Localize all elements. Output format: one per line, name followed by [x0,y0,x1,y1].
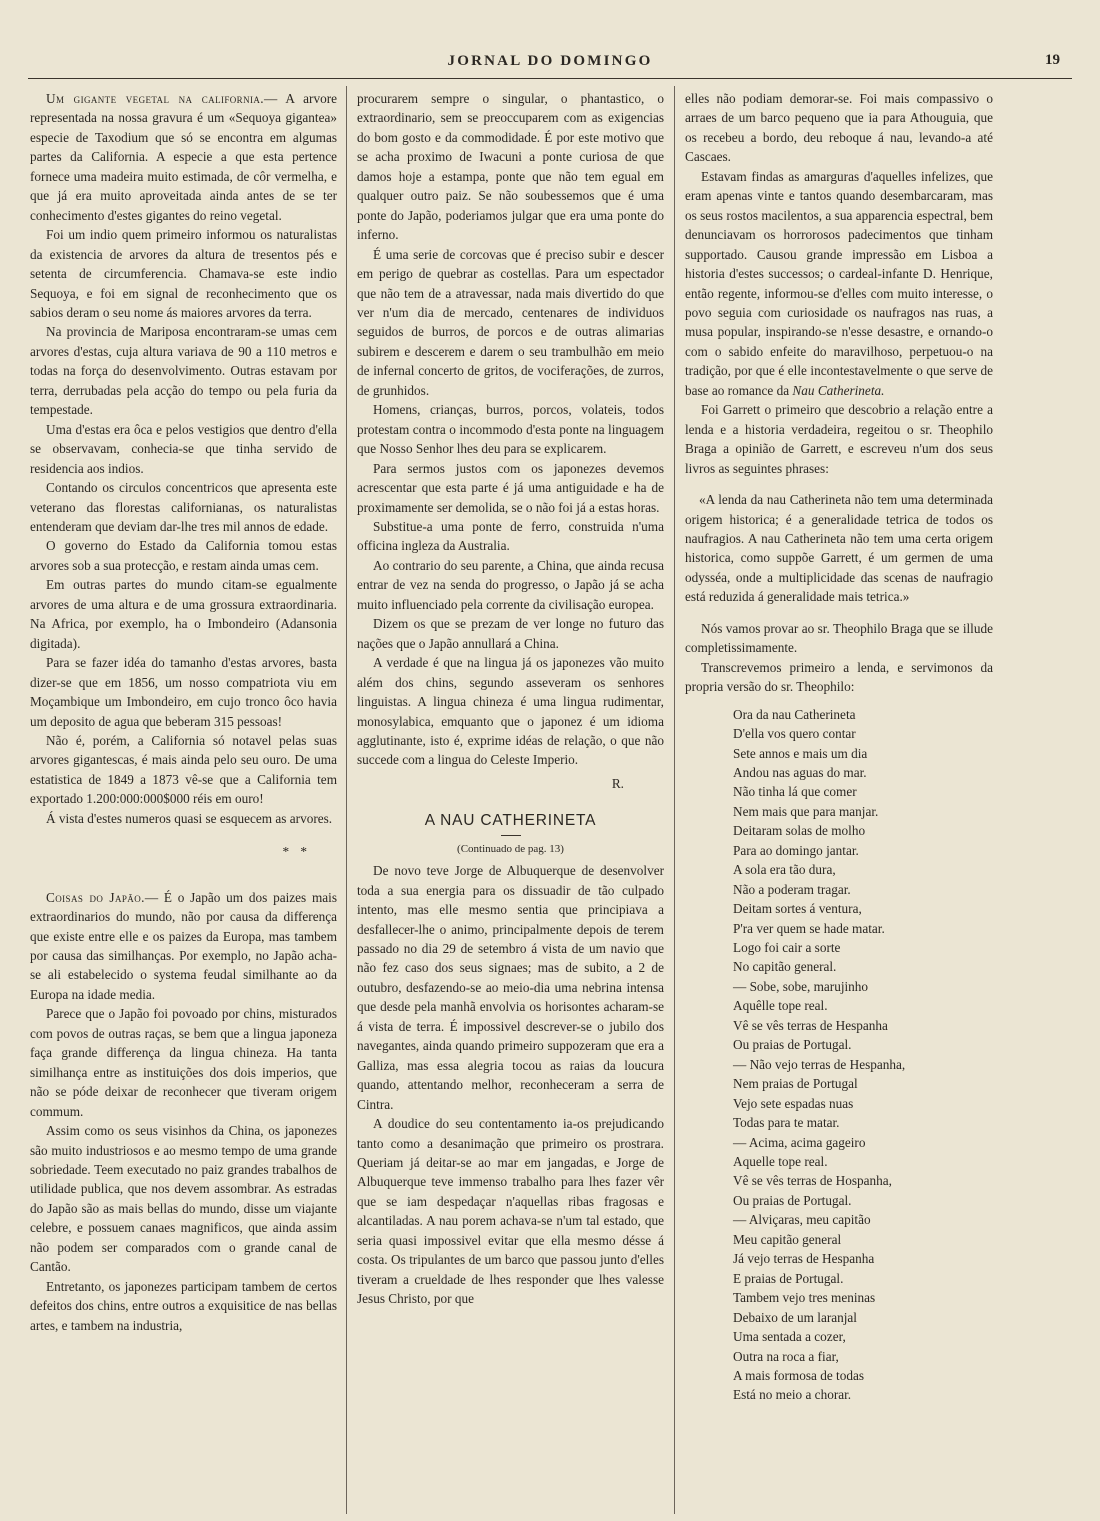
article-sequoya-intro [30,89,337,225]
romance-title: Nau Catherineta. [792,382,885,398]
quote-text: «A lenda da nau Catherineta não tem uma determinada origem historica; é a generalidade tetrica de todos os naufragios. A nau Catherineta não tem uma certa origem historica, como suppõe Garrett, é um germen de uma odysséa, onde a multiplicidade das scenas de naufragio está reduzida á generalidade mais tetrica.» [685,492,993,605]
article-paragraph: Não é, porém, a California só notavel pelas suas arvores gigantescas, é mais ainda pelo seu ouro. De uma estatistica de 1849 a 1873 vê-se que a California tem exportado 1.200:000:000$000 réis em ouro! [30,732,337,807]
article-paragraph: Uma d'estas era ôca e pelos vestigios que dentro d'ella se observavam, conhecia-se que tinha servido de residencia aos indios. [30,421,337,476]
verse-line: — Alviçaras, meu capitão [733,1212,871,1228]
verse-line: Vejo sete espadas nuas [733,1095,854,1111]
article-paragraph: Assim como os seus visinhos da China, os japonezes são muito industriosos e ao mesmo tempo de uma grande sobriedade. Teem executado no paiz grandes trabalhos de utilidade publica, que nos devem assombrar. As estradas do Japão são as mais bellas do mundo, disse um viajante celebre, e possuem canaes magnificos, que ainda assim não podem ser comparados com o grande canal de Cantão. [30,1123,337,1275]
verse-block [685,705,993,1405]
article-paragraph: Nós vamos provar ao sr. Theophilo Braga que se illude completissimamente. [685,620,993,656]
page-header [28,52,1072,79]
article-paragraph: Substitue-a uma ponte de ferro, construida n'uma officina ingleza da Australia. [357,518,664,554]
verse-line: Está no meio a chorar. [733,1387,852,1403]
verse-line: P'ra ver quem se hade matar. [733,920,885,936]
article-japao-text: — É o Japão um dos paizes mais extraordinarios do mundo, não por causa da differença que existe entre elle e os paizes da Europa, mas tambem por causa das similhanças. Por exemplo, no Japão acha-se ali estabelecido o systema feudal similhante ao da Europa na idade media. [30,889,337,1002]
article-paragraph: Em outras partes do mundo citam-se egualmente arvores de uma altura e de uma grossura extraordinaria. Na Africa, por exemplo, ha o Imbondeiro (Adansonia digitada). [30,577,337,651]
verse-line: E praias de Portugal. [733,1270,844,1286]
verse-line: A sola era tão dura, [733,862,836,878]
newspaper-title: JORNAL DO DOMINGO [447,53,653,69]
verse-line: — Não vejo terras de Hespanha, [733,1056,906,1072]
continued-note: (Continuado de pag. 13) [457,842,564,855]
block-quote [685,490,993,607]
verse-line: Sete annos e mais um dia [733,745,868,761]
article-paragraph: De novo teve Jorge de Albuquerque de desenvolver toda a sua energia para os dissuadir de tão culpado intento, mas elle mesmo sentia que principiava a desfallecer-lhe o animo, principalmente depois de terem passado no dia 29 de setembro á vista de um navio que não fez caso dos seus signaes; mas de subito, a 2 de outubro, desfazendo-se ao meio-dia uma nebrina intensa que desde pela manhã envolvia os horisontes acharam-se á vista de terra. É impossivel descrever-se o jubilo dos navegantes, ainda quando primeiro suppozeram que era a Galliza, mas essa alegria tocou as raias da loucura quando, attentando melhor, reconheceram a serra de Cintra. [357,863,664,1112]
section-separator: * * [282,844,311,860]
article-title-nau-catherineta: A NAU CATHERINETA [424,812,597,830]
article-japao-intro [30,888,337,1005]
article-paragraph: Transcrevemos primeiro a lenda, e servimonos da propria versão do sr. Theophilo: [685,659,993,695]
verse-line: Ora da nau Catherineta [733,706,856,722]
column-2 [357,89,664,1514]
article-paragraph: Na provincia de Mariposa encontraram-se umas cem arvores d'estas, cuja altura variava de 90 a 110 metros e todas na força do desenvolvimento. Outras estavam por terra, derrubadas pela acção do tempo ou pela furia da tempestade. [30,324,337,418]
verse-line: Para ao domingo jantar. [733,842,859,858]
article-paragraph: A verdade é que na lingua já os japonezes vão muito além dos chins, segundo asseveram os senhores linguistas. A lingua chineza é uma lingua rudimentar, monosylabica, emquanto que o japonez é um idioma agglutinante, isto é, exprime idéas de relação, o que não succede com a lingua do Celeste Imperio. [357,655,664,768]
verse-line: Todas para te matar. [733,1115,840,1131]
verse-line: No capitão general. [733,959,837,975]
column-rule-1 [346,86,347,1514]
verse-line: — Sobe, sobe, marujinho [733,978,869,994]
article-paragraph: A doudice do seu contentamento ia-os prejudicando tanto como a desanimação que primeiro os prostrara. Queriam já deitar-se ao mar em jangadas, e Jorge de Albuquerque teve immenso trabalho para lhes fazer vêr que se iam despedaçar n'aquellas ribas fragosas e alcantiladas. A nau porem achava-se n'um tal estado, que seria quasi impossivel evitar que ella mesmo désse á costa. Os tripulantes de um barco que passou junto d'elles tiveram a crueldade de lhes responder que lhes valesse Jesus Christo, por que [357,1116,664,1307]
verse-line: Deitam sortes á ventura, [733,901,862,917]
verse-line: Vê se vês terras de Hospanha, [733,1173,892,1189]
article-paragraph: elles não podiam demorar-se. Foi mais compassivo o arraes de um barco pequeno que ia para Athouguia, que os recebeu a bordo, deu reboque á nau, levando-a até Cascaes. [685,91,993,165]
article-nau-paragraph-garrett: Foi Garrett o primeiro que descobrio a relação entre a lenda e a historia verdadeira, regeitou o sr. Theophilo Braga a opinião de Garrett, e escreveu n'um dos seus livros as seguintes phrases: [685,402,993,476]
article-nau-paragraph-romance [685,167,993,400]
article-sequoya-text: — A arvore representada na nossa gravura é um «Sequoya gigantea» especie de Taxodium que só se encontra em algumas partes da California. A especie a que esta pertence fornece uma madeira muito estimada, de côr vermelha, e que já era muito aproveitada ainda antes de se ter conhecimento d'estes gigantes do reino vegetal. [30,91,337,223]
article-paragraph: O governo do Estado da California tomou estas arvores sob a sua protecção, e restam ainda umas cem. [30,538,337,573]
column-3 [685,89,993,1514]
article-signature: R. [611,775,624,791]
verse-line: A mais formosa de todas [733,1368,865,1383]
article-japao-lead: Coisas do Japão. [46,889,145,905]
article-sequoya-body [30,225,337,828]
verse-line: Aquêlle tope real. [733,998,828,1014]
verse-line: Nem praias de Portugal [733,1076,858,1092]
article-japao-continued [357,89,664,245]
verse-line: Deitaram solas de molho [733,823,866,839]
column-rule-2 [674,86,675,1514]
article-nau-body-3 [685,619,993,697]
verse-line: Nem mais que para manjar. [733,803,879,819]
article-paragraph: Contando os circulos concentricos que apresenta este veterano das florestas californianas, os naturalistas entenderam que deviam dar-lhe tres mil annos de edade. [30,480,337,534]
article-paragraph: Para sermos justos com os japonezes devemos acrescentar que esta parte é já uma antiguidade e ha de proximamente ser demolida, se o não foi já a estas horas. [357,460,664,515]
verse-line: Ou praias de Portugal. [733,1037,852,1053]
article-nau-continued [685,89,993,167]
page-number: 19 [1045,52,1060,68]
column-1 [30,89,337,1514]
article-paragraph: Parece que o Japão foi povoado por chins, misturados com povos de outras raças, se bem que a lingua japoneza faça grande differença da lingua chineza. Ha tanta similhança entre as instituições dos dois imperios, que não se póde deixar de reconhecer que tiveram origem commum. [30,1006,337,1119]
article-paragraph: Dizem os que se prezam de ver longe no futuro das nações que o Japão annullará a China. [357,616,664,651]
article-sequoya-lead: Um gigante vegetal na california. [46,91,264,106]
article-paragraph: Foi um indio quem primeiro informou os naturalistas da existencia de arvores da altura de tresentos pés e setenta de circumferencia. Chamava-se este indio Sequoya, e foi em signal de reconhecimento que os sabios deram o seu nome ás maiores arvores da terra. [30,227,337,320]
article-paragraph: É uma serie de corcovas que é preciso subir e descer em perigo de quebrar as costellas. Para um espectador que não tem de a atravessar, nada mais divertido do que ver n'um dia de mercado, centenares de individuos seguidos de burros, de porcos e de outras alimarias subirem e descerem e darem o seu trambulhão em meio de infernal concerto de gritos, de vociferações, de zurros, de grunhidos. [357,246,664,398]
title-dash [501,835,521,836]
article-paragraph: procurarem sempre o singular, o phantastico, o extraordinario, sem se preoccuparem com as exigencias do bom gosto e da commodidade. É por este motivo que se acha proximo de Iwacuni a ponte curiosa de que damos hoje a estampa, ponte que não tem egual em qualquer outro paiz. Se não soubessemos que é uma ponte do Japão, poderiamos julgar que era uma ponte do inferno. [357,91,664,243]
verse-line: Não tinha lá que comer [733,784,857,800]
verse-line: Outra na roca a fiar, [733,1348,839,1364]
verse-line: D'ella vos quero contar [733,726,856,742]
verse-line: Andou nas aguas do mar. [733,764,867,780]
article-paragraph: Entretanto, os japonezes participam tambem de certos defeitos dos chins, entre outros a exquisitice de nas bellas artes, e tambem na industria, [30,1278,337,1333]
verse-line: Debaixo de um laranjal [733,1309,857,1325]
verse-line: Vê se vês terras de Hespanha [733,1017,888,1033]
article-paragraph: Ao contrario do seu parente, a China, que ainda recusa entrar de vez na senda do progresso, o Japão já se acha muito influenciado pela corrente da civilisação europea. [357,557,664,612]
verse-line: Tambem vejo tres meninas [733,1290,876,1306]
romance-text: Estavam findas as amarguras d'aquelles infelizes, que eram apenas vinte e tantos quando desembarcaram, mas os seus rostos macilentos, a sua apparencia espectral, bem denunciavam os horrorosos padecimentos que tinham supportado. Causou grande impressão em Lisboa a historia d'estes successos; o cardeal-infante D. Henrique, então regente, informou-se d'elles com muito interesse, o povo seguia com curiosidade os naufragos nas ruas, a musa popular, inspirando-se n'esse desastre, e ornando-o com o sabido enfeite do maravilhoso, perpetuou-o na tradição, por que é elle incontestavelmente o que serve de base ao romance da [685,168,993,398]
verse-line: Uma sentada a cozer, [733,1329,846,1345]
article-paragraph: Á vista d'estes numeros quasi se esquecem as arvores. [46,810,333,826]
verse-line: Já vejo terras de Hespanha [733,1251,875,1267]
article-paragraph: Para se fazer idéa do tamanho d'estas arvores, basta dizer-se que em 1856, um nosso compatriota viu em Moçambique um Imbondeiro, em cujo tronco ôco havia um deposito de agua que beberam 315 pessoas! [30,655,337,729]
article-paragraph: Homens, crianças, burros, porcos, volateis, todos protestam contra o incommodo d'esta ponte na linguagem que Nosso Senhor lhes deu para se explicarem. [357,402,664,457]
verse-line: Logo foi cair a sorte [733,940,841,956]
article-nau-body [357,861,664,1308]
article-japao-body-2 [357,245,664,770]
verse-line: — Acima, acima gageiro [733,1134,866,1150]
verse-line: Ou praias de Portugal. [733,1192,852,1208]
article-japao-body [30,1004,337,1335]
verse-line: Não a poderam tragar. [733,881,851,897]
verse-line: Aquelle tope real. [733,1154,828,1170]
verse-line: Meu capitão general [733,1231,842,1247]
